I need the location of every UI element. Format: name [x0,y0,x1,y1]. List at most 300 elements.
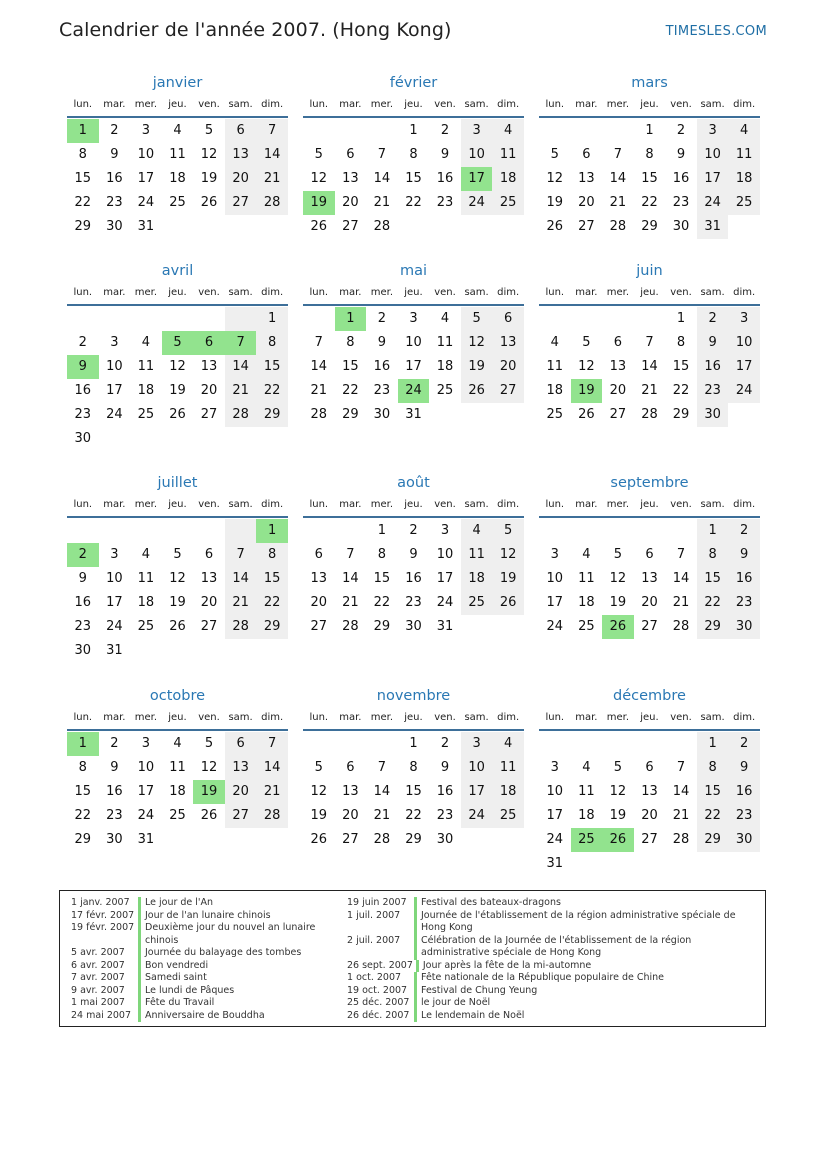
day-cell: 9 [409,547,418,562]
day-cell: 25 [137,407,155,422]
empty-day-cell [539,519,571,543]
weekday-header [539,94,760,116]
day-cell: 23 [728,804,760,828]
day-cell: 13 [342,784,359,799]
month-name: février [389,75,438,91]
legend-date: 17 févr. 2007 [71,909,135,921]
weekday-label: sam. [700,287,725,298]
weekday-label: sam. [700,499,725,510]
weekday-label: mar. [103,99,126,110]
day-grid [303,732,524,852]
weekday-label: sam. [464,287,489,298]
day-cell: 22 [256,591,288,615]
day-cell: 13 [225,756,257,780]
day-cell: 16 [405,571,422,586]
day-grid [303,307,524,427]
month-divider [67,729,288,731]
weekday-label: jeu. [640,287,659,298]
day-cell: 17 [137,784,155,799]
day-cell: 25 [578,619,595,634]
day-cell: 12 [200,760,218,775]
day-cell: 16 [672,171,690,186]
weekday-label: lun. [309,287,329,298]
day-cell: 15 [74,171,92,186]
empty-day-cell [335,119,367,143]
legend-date: 1 oct. 2007 [347,972,402,983]
day-cell: 22 [342,383,359,398]
day-cell: 10 [106,359,123,374]
day-cell: 6 [225,119,257,143]
day-cell: 14 [672,571,690,586]
day-cell: 23 [74,619,92,634]
empty-day-cell [634,307,666,331]
day-cell: 19 [461,355,493,379]
day-cell: 18 [137,595,155,610]
day-cell: 6 [225,732,257,756]
legend-color-bar [138,985,141,998]
day-cell: 2 [676,123,686,138]
empty-day-cell [634,519,666,543]
weekday-header [67,282,288,304]
empty-day-cell [366,732,398,756]
day-cell: 1 [409,123,418,138]
day-cell: 22 [641,195,658,210]
legend-color-bar [414,910,417,935]
weekday-label: ven. [670,99,692,110]
weekday-header [303,94,524,116]
day-cell: 8 [409,147,418,162]
day-cell: 23 [405,595,422,610]
holiday-day-cell: 24 [398,379,430,403]
day-cell: 22 [672,383,690,398]
legend-color-bar [138,960,141,973]
empty-day-cell [571,519,603,543]
day-cell: 9 [110,760,119,775]
day-cell: 14 [641,359,658,374]
legend-holiday-name: Samedi saint [145,972,207,983]
weekday-label: ven. [670,287,692,298]
weekday-label: mar. [103,499,126,510]
day-cell: 3 [550,760,559,775]
day-cell: 21 [256,167,288,191]
day-cell: 27 [342,219,359,234]
day-cell: 1 [256,307,288,331]
empty-day-cell [571,732,603,756]
weekday-label: ven. [670,712,692,723]
day-cell: 25 [546,407,564,422]
legend-color-bar [414,897,417,910]
weekday-label: mar. [339,287,362,298]
weekday-label: dim. [733,499,756,510]
empty-day-cell [335,732,367,756]
day-cell: 9 [78,571,87,586]
day-cell: 18 [436,359,454,374]
day-grid [539,119,760,239]
day-cell: 8 [256,331,288,355]
month-name: juillet [157,475,198,491]
weekday-label: lun. [309,499,329,510]
month-name: avril [161,263,194,279]
weekday-label: mar. [575,712,598,723]
weekday-label: lun. [73,99,93,110]
month-11 [539,686,760,899]
day-cell: 31 [137,219,155,234]
day-cell: 30 [106,219,123,234]
day-cell: 20 [342,808,359,823]
day-cell: 15 [74,784,92,799]
day-cell: 4 [173,123,182,138]
empty-day-cell [335,519,367,543]
day-cell: 18 [492,167,524,191]
weekday-label: mer. [606,499,630,510]
empty-day-cell [193,519,225,543]
legend-date: 9 avr. 2007 [71,984,125,996]
weekday-label: dim. [733,99,756,110]
day-cell: 3 [697,119,729,143]
weekday-label: ven. [434,499,456,510]
brand-link[interactable]: TIMESLES.COM [665,24,767,39]
day-cell: 29 [697,828,729,852]
day-cell: 15 [256,567,288,591]
day-cell: 28 [310,407,328,422]
weekday-label: mer. [370,99,394,110]
empty-day-cell [602,307,634,331]
day-cell: 12 [169,571,186,586]
day-cell: 21 [225,379,257,403]
day-cell: 7 [256,732,288,756]
day-cell: 19 [200,171,218,186]
day-cell: 31 [436,619,454,634]
month-name: mars [631,75,668,91]
month-10 [303,686,524,899]
day-cell: 6 [582,147,591,162]
legend-holiday-name: Festival de Chung Yeung [421,984,538,996]
legend-date: 5 avr. 2007 [71,947,125,958]
legend-holiday-name: Le lendemain de Noël [421,1009,525,1021]
month-name: janvier [152,75,203,91]
day-cell: 18 [578,808,595,823]
weekday-label: sam. [464,99,489,110]
weekday-label: sam. [700,712,725,723]
day-cell: 25 [169,808,186,823]
weekday-label: jeu. [640,712,659,723]
day-cell: 18 [546,383,564,398]
weekday-header [539,707,760,729]
day-cell: 24 [137,808,155,823]
day-cell: 22 [697,804,729,828]
day-cell: 28 [225,615,257,639]
legend-item [71,922,341,947]
day-cell: 17 [436,571,454,586]
day-cell: 10 [461,143,493,167]
weekday-label: lun. [545,287,565,298]
day-cell: 8 [256,543,288,567]
month-name: octobre [149,688,206,704]
day-cell: 27 [641,832,658,847]
day-cell: 3 [110,547,119,562]
legend-date: 26 sept. 2007 [347,959,413,971]
legend-column-right [347,897,757,1022]
day-cell: 24 [461,804,493,828]
day-cell: 25 [169,195,186,210]
holiday-day-cell: 7 [225,331,257,355]
day-cell: 26 [578,407,595,422]
day-cell: 28 [256,191,288,215]
day-cell: 6 [314,547,323,562]
day-cell: 21 [342,595,359,610]
day-cell: 9 [440,147,450,162]
day-cell: 14 [342,571,359,586]
weekday-label: mer. [370,287,394,298]
day-cell: 5 [550,147,559,162]
day-cell: 28 [672,832,690,847]
day-cell: 13 [578,171,595,186]
day-cell: 27 [200,619,218,634]
day-cell: 25 [436,383,454,398]
day-cell: 19 [609,808,627,823]
day-cell: 4 [492,732,524,756]
day-cell: 22 [697,591,729,615]
day-cell: 4 [492,119,524,143]
weekday-label: jeu. [640,99,659,110]
legend-item [71,947,341,960]
weekday-label: mer. [134,499,158,510]
legend-holiday-name: Deuxième jour du nouvel an lunaire chinois [145,922,316,946]
day-cell: 17 [405,359,422,374]
day-cell: 8 [78,147,87,162]
day-cell: 17 [461,780,493,804]
day-cell: 26 [200,808,218,823]
empty-day-cell [665,519,697,543]
empty-day-cell [67,307,99,331]
day-cell: 29 [342,407,359,422]
day-cell: 4 [461,519,493,543]
day-cell: 28 [342,619,359,634]
holiday-day-cell: 1 [67,732,99,756]
day-cell: 27 [200,407,218,422]
day-cell: 7 [676,547,686,562]
month-name: novembre [376,688,451,704]
day-cell: 28 [373,832,391,847]
day-cell: 30 [74,431,92,446]
day-cell: 10 [405,335,422,350]
legend-holiday-name: le jour de Noël [421,997,491,1008]
month-divider [539,304,760,306]
day-cell: 12 [546,171,564,186]
day-cell: 5 [314,147,323,162]
weekday-header [303,494,524,516]
day-cell: 24 [137,195,155,210]
legend-item [71,897,341,910]
legend-date: 1 janv. 2007 [71,897,130,908]
day-cell: 26 [310,219,328,234]
empty-day-cell [303,119,335,143]
day-cell: 1 [676,311,686,326]
legend-item [71,985,341,998]
day-cell: 21 [373,195,391,210]
legend-holiday-name: Jour après la fête de la mi-automne [422,959,592,971]
day-cell: 3 [440,523,450,538]
weekday-header [539,494,760,516]
day-cell: 20 [609,383,627,398]
day-cell: 10 [137,147,155,162]
month-divider [539,729,760,731]
day-cell: 5 [492,519,524,543]
day-cell: 4 [141,335,151,350]
day-grid [67,119,288,239]
month-name: juin [636,263,663,279]
day-cell: 21 [373,808,391,823]
month-divider [539,516,760,518]
day-cell: 5 [582,335,591,350]
weekday-label: sam. [700,99,725,110]
day-cell: 14 [310,359,328,374]
day-cell: 14 [609,171,627,186]
day-cell: 17 [106,383,123,398]
day-cell: 9 [697,331,729,355]
month-9 [67,686,288,899]
legend-holiday-name: Le lundi de Pâques [145,984,235,996]
day-cell: 5 [314,760,323,775]
day-cell: 28 [225,403,257,427]
day-cell: 13 [225,143,257,167]
day-cell: 6 [613,335,623,350]
legend-item [71,972,341,985]
day-cell: 26 [200,195,218,210]
day-grid [539,732,760,876]
day-cell: 8 [377,547,387,562]
weekday-label: mer. [134,712,158,723]
day-cell: 30 [728,828,760,852]
empty-day-cell [303,732,335,756]
legend-holiday-name: Bon vendredi [145,959,209,971]
day-cell: 14 [373,171,391,186]
legend-item [71,1010,341,1023]
day-cell: 23 [436,195,454,210]
day-cell: 19 [169,383,186,398]
day-cell: 15 [342,359,359,374]
day-cell: 9 [676,147,686,162]
weekday-label: mar. [103,712,126,723]
day-cell: 29 [256,403,288,427]
day-cell: 10 [546,571,564,586]
weekday-label: mer. [370,712,394,723]
day-cell: 22 [405,808,422,823]
weekday-label: jeu. [640,499,659,510]
month-divider [303,729,524,731]
legend-item [71,910,341,923]
empty-day-cell [130,307,162,331]
day-cell: 2 [697,307,729,331]
day-cell: 13 [609,359,627,374]
day-cell: 18 [728,167,760,191]
day-cell: 4 [440,311,450,326]
day-cell: 28 [256,804,288,828]
day-cell: 6 [645,760,654,775]
legend-item [347,897,757,910]
month-divider [67,516,288,518]
day-cell: 8 [676,335,686,350]
day-cell: 23 [74,407,92,422]
legend-color-bar [138,947,141,960]
weekday-label: ven. [434,99,456,110]
day-cell: 8 [346,335,355,350]
empty-day-cell [665,732,697,756]
day-cell: 21 [256,780,288,804]
holiday-day-cell: 1 [67,119,99,143]
day-cell: 14 [672,784,690,799]
weekday-label: mer. [134,99,158,110]
day-cell: 23 [436,808,454,823]
holiday-day-cell: 19 [193,780,225,804]
legend-date: 25 déc. 2007 [347,997,410,1008]
day-cell: 3 [550,547,559,562]
empty-day-cell [634,732,666,756]
day-cell: 28 [373,219,391,234]
legend-item [347,1010,757,1023]
day-cell: 5 [461,307,493,331]
day-cell: 26 [310,832,328,847]
weekday-label: jeu. [404,712,423,723]
day-cell: 14 [256,143,288,167]
day-cell: 30 [106,832,123,847]
day-cell: 2 [409,523,418,538]
day-cell: 15 [405,171,422,186]
empty-day-cell [602,119,634,143]
day-cell: 16 [74,595,92,610]
day-cell: 10 [728,331,760,355]
day-cell: 30 [436,832,454,847]
day-cell: 15 [641,171,658,186]
weekday-label: mar. [339,712,362,723]
day-cell: 12 [169,359,186,374]
weekday-label: mar. [575,499,598,510]
day-cell: 7 [256,119,288,143]
day-cell: 22 [405,195,422,210]
empty-day-cell [67,519,99,543]
day-cell: 20 [200,595,218,610]
day-cell: 4 [550,335,559,350]
day-cell: 8 [409,760,418,775]
weekday-label: ven. [198,99,220,110]
day-cell: 29 [672,407,690,422]
day-cell: 31 [106,643,123,658]
legend-color-bar [138,910,141,923]
day-cell: 23 [672,195,690,210]
day-cell: 2 [440,736,450,751]
weekday-label: dim. [497,712,520,723]
day-cell: 16 [74,383,92,398]
day-cell: 27 [342,832,359,847]
empty-day-cell [539,732,571,756]
day-cell: 25 [492,191,524,215]
day-cell: 14 [225,567,257,591]
day-cell: 13 [641,784,658,799]
day-cell: 7 [377,147,387,162]
day-cell: 5 [173,547,182,562]
day-cell: 4 [582,547,591,562]
month-name: septembre [610,475,689,491]
day-cell: 17 [546,808,564,823]
legend-color-bar [414,985,417,998]
month-1 [303,73,524,261]
day-cell: 10 [546,784,564,799]
day-cell: 7 [676,760,686,775]
weekday-label: ven. [434,712,456,723]
day-cell: 1 [697,519,729,543]
day-cell: 28 [672,619,690,634]
day-cell: 27 [641,619,658,634]
